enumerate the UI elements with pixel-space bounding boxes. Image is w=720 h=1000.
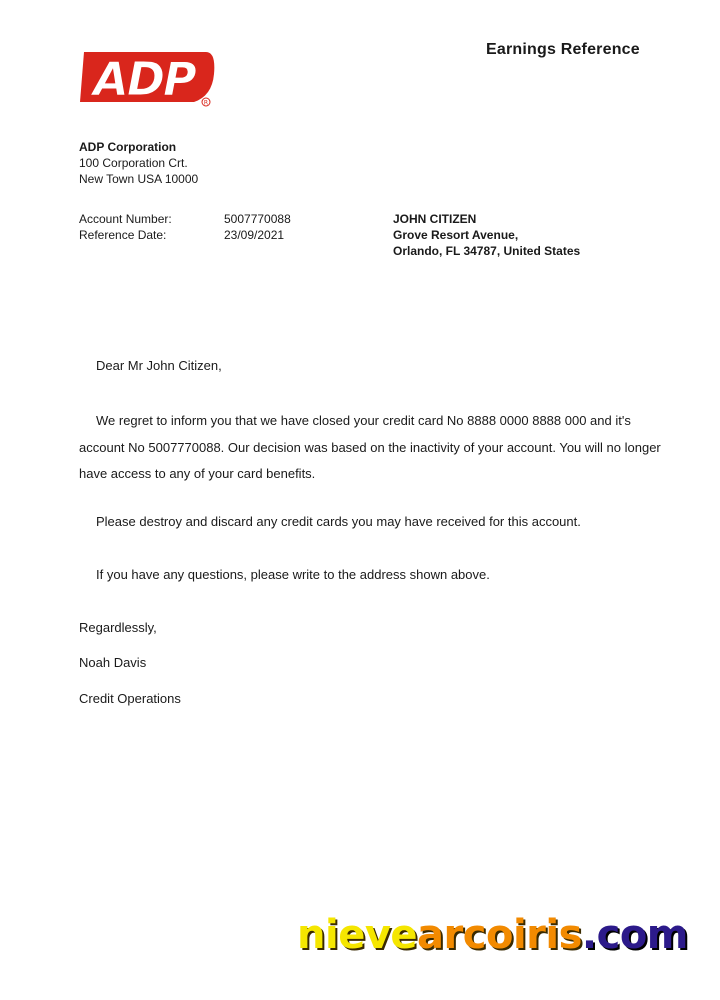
- document-title: Earnings Reference: [486, 41, 640, 58]
- reference-date-label: Reference Date:: [79, 228, 167, 242]
- recipient-address-line2: Orlando, FL 34787, United States: [393, 244, 581, 258]
- signer-department: Credit Operations: [79, 691, 181, 706]
- company-address-line1: 100 Corporation Crt.: [79, 156, 188, 170]
- account-number-value: 5007770088: [224, 212, 291, 226]
- signer-name: Noah Davis: [79, 655, 147, 670]
- watermark-part2: arcoiris: [417, 912, 582, 958]
- body-paragraph-3: If you have any questions, please write to the address shown above.: [96, 567, 490, 582]
- recipient-address-block: [393, 211, 580, 259]
- account-details: [79, 211, 291, 243]
- recipient-name: JOHN CITIZEN: [393, 212, 477, 226]
- svg-text:ADP: ADP: [93, 52, 195, 106]
- account-number-row: [79, 211, 291, 227]
- salutation: Dear Mr John Citizen,: [96, 358, 222, 373]
- company-name: ADP Corporation: [79, 140, 177, 154]
- body-paragraph-2: Please destroy and discard any credit cards you may have received for this account.: [96, 514, 581, 529]
- watermark-part3: .com: [581, 912, 688, 958]
- reference-date-row: [79, 227, 291, 243]
- company-address-block: [79, 139, 198, 187]
- account-number-label: Account Number:: [79, 212, 172, 226]
- adp-logo: [78, 44, 218, 108]
- company-address-line2: New Town USA 10000: [79, 172, 199, 186]
- reference-date-value: 23/09/2021: [224, 228, 285, 242]
- body-paragraph-1: We regret to inform you that we have closed your credit card No 8888 0000 8888 000 and it's account No 5007770088. Our decision was based on the inactivity of your account. You will no longer have access to any of your card benefits.: [79, 413, 661, 481]
- svg-text:R: R: [203, 99, 209, 107]
- closing: Regardlessly,: [79, 620, 157, 635]
- watermark: [297, 912, 688, 958]
- watermark-part1: nieve: [297, 912, 418, 958]
- recipient-address-line1: Grove Resort Avenue,: [393, 228, 519, 242]
